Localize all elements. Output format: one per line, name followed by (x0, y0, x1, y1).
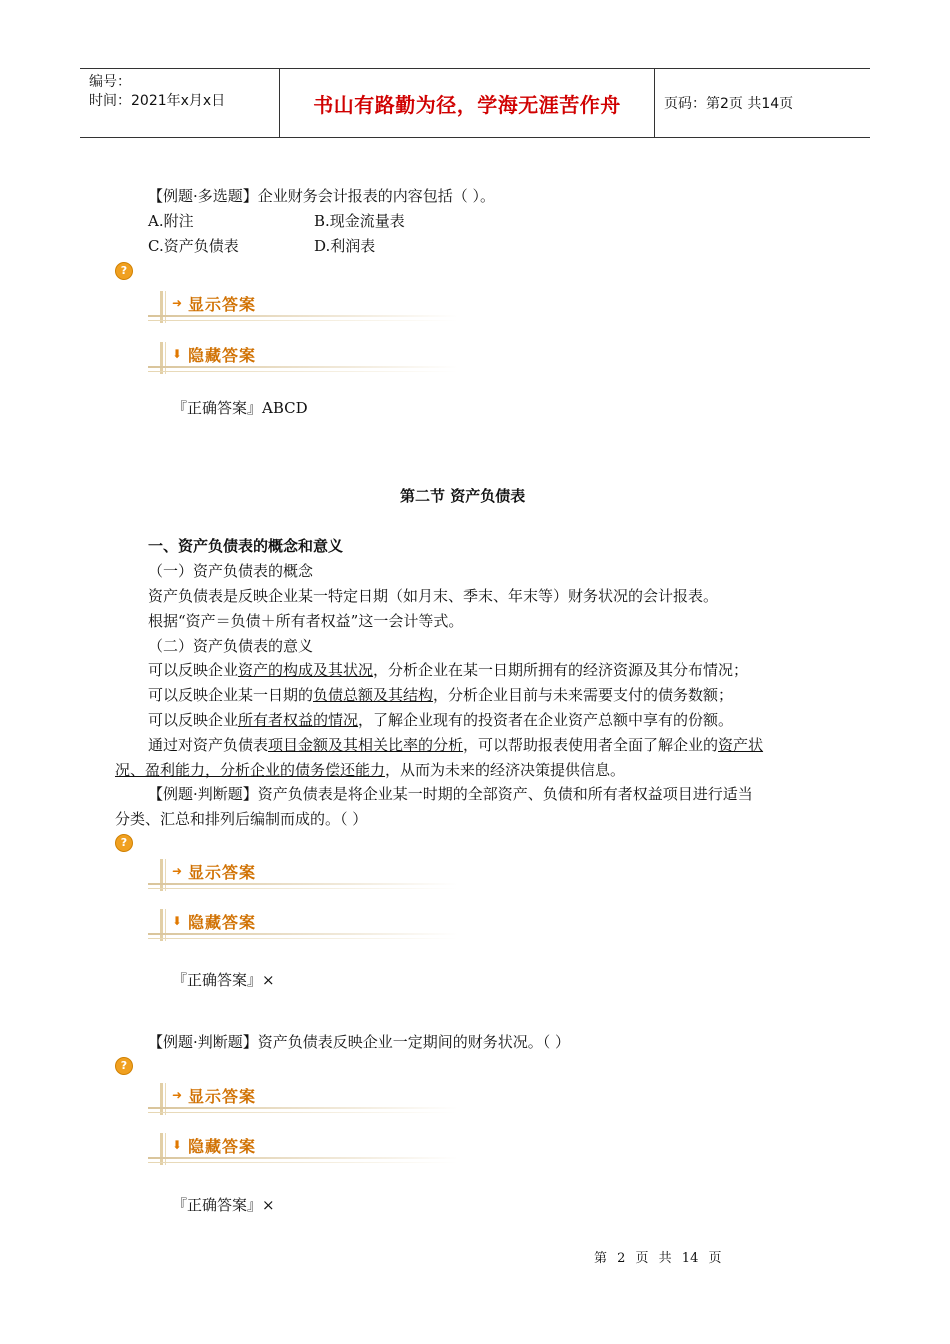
hide-answer-label: 隐藏答案 (188, 913, 257, 932)
paragraph-1: 资产负债表是反映企业某一特定日期（如月末、季末、年末等）财务状况的会计报表。 (148, 587, 719, 605)
q2-stem-line-2: 分类、汇总和排列后编制而成的。（ ） (115, 810, 368, 828)
meaning-line-3: 可以反映企业所有者权益的情况，了解企业现有的投资者在企业资产总额中享有的份额。 (148, 711, 734, 729)
meaning-line-1: 可以反映企业资产的构成及其状况，分析企业在某一日期所拥有的经济资源及其分布情况； (148, 661, 749, 679)
arrow-down-icon: ⬇ (171, 1138, 183, 1152)
underlined-term: 负债总额及其结构 (313, 686, 434, 704)
show-answer-label: 显示答案 (188, 295, 257, 314)
meaning-line-2: 可以反映企业某一日期的负债总额及其结构，分析企业目前与未来需要支付的债务数额； (148, 686, 734, 704)
section-title: 第二节 资产负债表 (400, 487, 526, 505)
arrow-right-icon: ➜ (171, 864, 183, 878)
hide-answer-button[interactable] (148, 905, 458, 945)
time-label: 时间：2021年x月x日 (89, 93, 226, 109)
meaning-line-4: 通过对资产负债表项目金额及其相关比率的分析，可以帮助报表使用者全面了解企业的资产状 (148, 736, 764, 754)
question-icon: ? (115, 262, 133, 280)
question-icon: ? (115, 834, 133, 852)
hide-answer-label: 隐藏答案 (188, 346, 257, 365)
meaning-line-5: 况、盈利能力，分析企业的债务偿还能力，从而为未来的经济决策提供信息。 (115, 761, 626, 779)
paragraph-2: 根据“资产＝负债＋所有者权益”这一会计等式。 (148, 612, 464, 630)
header-meta (80, 69, 280, 137)
underlined-term: 资产状 (718, 736, 764, 754)
q1-stem: 【例题·多选题】企业财务会计报表的内容包括（ ）。 (148, 187, 496, 205)
hide-answer-button[interactable] (148, 1129, 458, 1169)
page-footer: 第 2 页 共 14 页 (594, 1251, 722, 1266)
part1-title: 一、资产负债表的概念和意义 (148, 537, 344, 555)
arrow-right-icon: ➜ (171, 1088, 183, 1102)
hide-answer-button[interactable] (148, 338, 458, 378)
show-answer-label: 显示答案 (188, 1087, 257, 1106)
sub2-heading: （二）资产负债表的意义 (148, 637, 314, 655)
q1-option-a: A.附注 (148, 212, 194, 230)
q2-stem-line-1: 【例题·判断题】资产负债表是将企业某一时期的全部资产、负债和所有者权益项目进行适当 (148, 785, 753, 803)
q1-option-c: C.资产负债表 (148, 237, 239, 255)
underlined-term: 况、盈利能力，分析企业的债务偿还能力 (115, 761, 386, 779)
sub1-heading: （一）资产负债表的概念 (148, 562, 314, 580)
show-answer-button[interactable] (148, 1079, 458, 1119)
arrow-down-icon: ⬇ (171, 914, 183, 928)
hide-answer-label: 隐藏答案 (188, 1137, 257, 1156)
q2-answer: 『正确答案』× (172, 971, 275, 989)
number-label: 编号： (89, 74, 131, 90)
underlined-term: 所有者权益的情况 (238, 711, 359, 729)
arrow-right-icon: ➜ (171, 296, 183, 310)
show-answer-button[interactable] (148, 855, 458, 895)
q3-answer: 『正确答案』× (172, 1196, 275, 1214)
show-answer-label: 显示答案 (188, 863, 257, 882)
q1-option-b: B.现金流量表 (314, 212, 405, 230)
q3-stem: 【例题·判断题】资产负债表反映企业一定期间的财务状况。（ ） (148, 1033, 571, 1051)
header-motto: 书山有路勤为径，学海无涯苦作舟 (280, 69, 655, 137)
q1-option-d: D.利润表 (314, 237, 376, 255)
arrow-down-icon: ⬇ (171, 347, 183, 361)
header-page-label: 页码：第2页 共14页 (664, 96, 794, 112)
question-icon: ? (115, 1057, 133, 1075)
underlined-term: 资产的构成及其状况 (238, 661, 374, 679)
underlined-term: 项目金额及其相关比率的分析 (268, 736, 464, 754)
page-header (80, 68, 870, 138)
q1-answer: 『正确答案』ABCD (172, 399, 308, 417)
show-answer-button[interactable] (148, 287, 458, 327)
